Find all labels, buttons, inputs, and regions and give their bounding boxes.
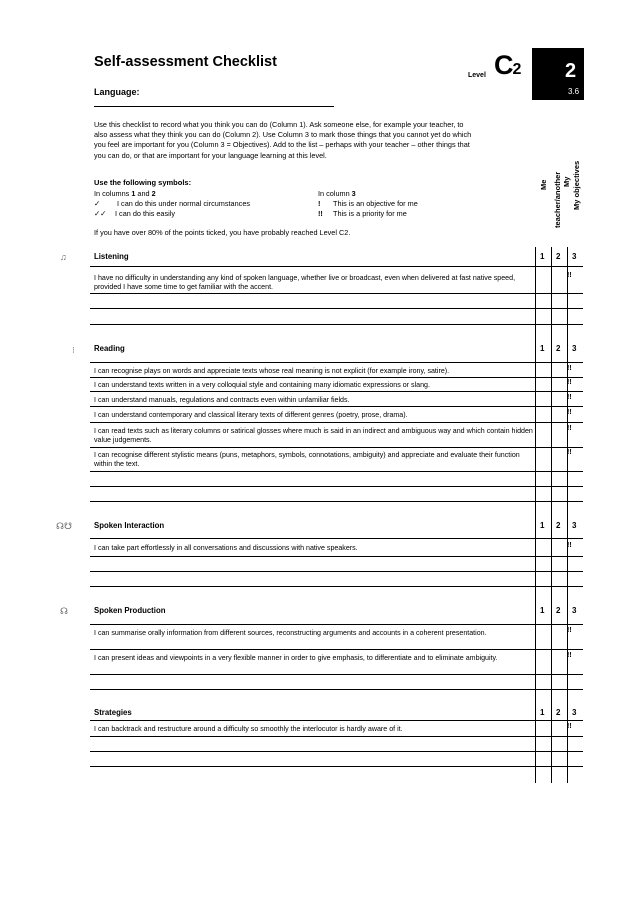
column-3-label: In column 3: [318, 189, 356, 198]
row-rule: [90, 736, 583, 737]
row-rule: [90, 649, 583, 650]
column-heading-my: My: [562, 176, 571, 187]
row-rule: [90, 422, 583, 423]
row-rule: [90, 674, 583, 675]
column-rule-3: [567, 247, 568, 783]
col-num-1: 1: [540, 344, 545, 353]
tick-two-meaning: I can do this easily: [115, 209, 176, 218]
col-num-3: 3: [572, 521, 577, 530]
column-rule-1: [535, 247, 536, 783]
excl-mark: !!: [567, 627, 572, 634]
spoken-production-icon: ☊: [60, 606, 68, 616]
excl-two-symbol: !!: [318, 209, 323, 218]
excl-two-meaning: This is a priority for me: [333, 209, 407, 218]
column-rule-2: [551, 247, 552, 783]
col-num-3: 3: [572, 606, 577, 615]
listening-item-1: I have no difficulty in understanding any kind of spoken language, whether live or broadcast, even when delivered at fast native speed, provided I have some time to get familiar with the accent.: [94, 274, 516, 292]
excl-mark: !!: [567, 449, 572, 456]
reading-item-3: I can understand manuals, regulations and contracts even within unfamiliar fields.: [94, 396, 350, 404]
language-field-line: [94, 106, 334, 107]
row-rule: [90, 586, 583, 587]
production-item-2: I can present ideas and viewpoints in a very flexible manner in order to give emphasis, to differentiate and to eliminate ambiguity.: [94, 654, 498, 662]
excl-mark: !!: [567, 394, 572, 401]
listening-icon: ♫: [60, 252, 67, 262]
level-badge-code: 3.6: [568, 87, 580, 96]
spoken-interaction-icon: ☊☋: [56, 521, 72, 531]
excl-mark: !!: [567, 425, 572, 432]
row-rule: [90, 538, 583, 539]
excl-mark: !!: [567, 542, 572, 549]
row-rule: [90, 571, 583, 572]
level-code: [494, 50, 521, 81]
section-title-spoken-interaction: Spoken Interaction: [94, 521, 165, 530]
col-num-2: 2: [556, 252, 561, 261]
excl-mark: !!: [567, 652, 572, 659]
production-item-1: I can summarise orally information from different sources, reconstructing arguments and accounts in a coherent presentation.: [94, 629, 487, 637]
row-rule: [90, 447, 583, 448]
col-num-1: 1: [540, 708, 545, 717]
level-badge-number: 2: [565, 60, 577, 82]
col-num-3: 3: [572, 708, 577, 717]
row-rule: [90, 766, 583, 767]
tick-one-meaning: I can do this under normal circumstances: [117, 199, 251, 208]
col-num-2: 2: [556, 708, 561, 717]
strategies-item-1: I can backtrack and restructure around a difficulty so smoothly the interlocutor is hardly aware of it.: [94, 725, 403, 733]
section-title-listening: Listening: [94, 252, 129, 261]
row-rule: [90, 293, 583, 294]
columns-12-label: In columns 1 and 2: [94, 189, 156, 198]
excl-one-meaning: This is an objective for me: [333, 199, 418, 208]
reading-item-6: I can recognise different stylistic means (puns, metaphors, symbols, connotations, ambiguity) and appreciate and evaluate their function within the text.: [94, 451, 520, 469]
page-title: Self-assessment Checklist: [94, 54, 277, 70]
col-num-1: 1: [540, 606, 545, 615]
reading-item-1: I can recognise plays on words and appreciate texts whose real meaning is not explicit (for example irony, satire).: [94, 367, 450, 375]
reading-icon: ⁝: [72, 345, 75, 355]
row-rule: [90, 266, 583, 267]
intro-paragraph: Use this checklist to record what you think you can do (Column 1). Ask someone else, for example your teacher, to also assess what they think you can do (Column 2). Use Column 3 to mark those things that you cannot yet do which you feel are important for you (Column 3 = Objectives). Add to the list – perhaps with your teacher – other things that you can do, or that are important for your language learning at this level.: [94, 120, 472, 160]
col-num-1: 1: [540, 521, 545, 530]
excl-mark: !!: [567, 723, 572, 730]
row-rule: [90, 689, 583, 690]
row-rule: [90, 720, 583, 721]
row-rule: [90, 751, 583, 752]
level-word: Level: [468, 72, 486, 79]
threshold-note: If you have over 80% of the points ticked, you have probably reached Level C2.: [94, 228, 351, 237]
row-rule: [90, 501, 583, 502]
language-label: Language:: [94, 87, 140, 97]
tick-one-symbol: ✓: [94, 199, 101, 208]
section-title-strategies: Strategies: [94, 708, 132, 717]
excl-mark: !!: [567, 365, 572, 372]
excl-mark: !!: [567, 409, 572, 416]
column-heading-objectives: My objectives: [572, 160, 581, 210]
tick-two-symbol: ✓✓: [94, 209, 107, 218]
column-heading-me: Me: [539, 179, 548, 190]
section-title-spoken-production: Spoken Production: [94, 606, 166, 615]
row-rule: [90, 362, 583, 363]
reading-item-5: I can read texts such as literary columns or satirical glosses where much is said in an indirect and ambiguous way and which contain hidden value judgements.: [94, 427, 533, 445]
row-rule: [90, 624, 583, 625]
col-num-1: 1: [540, 252, 545, 261]
symbols-heading: Use the following symbols:: [94, 178, 192, 187]
excl-one-symbol: !: [318, 199, 321, 208]
level-letter: C: [494, 50, 513, 80]
col-num-2: 2: [556, 344, 561, 353]
row-rule: [90, 556, 583, 557]
reading-item-4: I can understand contemporary and classical literary texts of different genres (poetry, prose, drama).: [94, 411, 408, 419]
row-rule: [90, 391, 583, 392]
row-rule: [90, 406, 583, 407]
column-heading-teacher: teacher/another: [553, 171, 562, 228]
col-num-2: 2: [556, 521, 561, 530]
section-title-reading: Reading: [94, 344, 125, 353]
row-rule: [90, 308, 583, 309]
level-digit: 2: [512, 61, 522, 78]
row-rule: [90, 377, 583, 378]
interaction-item-1: I can take part effortlessly in all conversations and discussions with native speakers.: [94, 544, 358, 552]
col-num-3: 3: [572, 252, 577, 261]
excl-mark: !!: [567, 272, 572, 279]
col-num-2: 2: [556, 606, 561, 615]
row-rule: [90, 471, 583, 472]
row-rule: [90, 486, 583, 487]
col-num-3: 3: [572, 344, 577, 353]
row-rule: [90, 324, 583, 325]
excl-mark: !!: [567, 379, 572, 386]
reading-item-2: I can understand texts written in a very colloquial style and containing many idiomatic expressions or slang.: [94, 381, 430, 389]
